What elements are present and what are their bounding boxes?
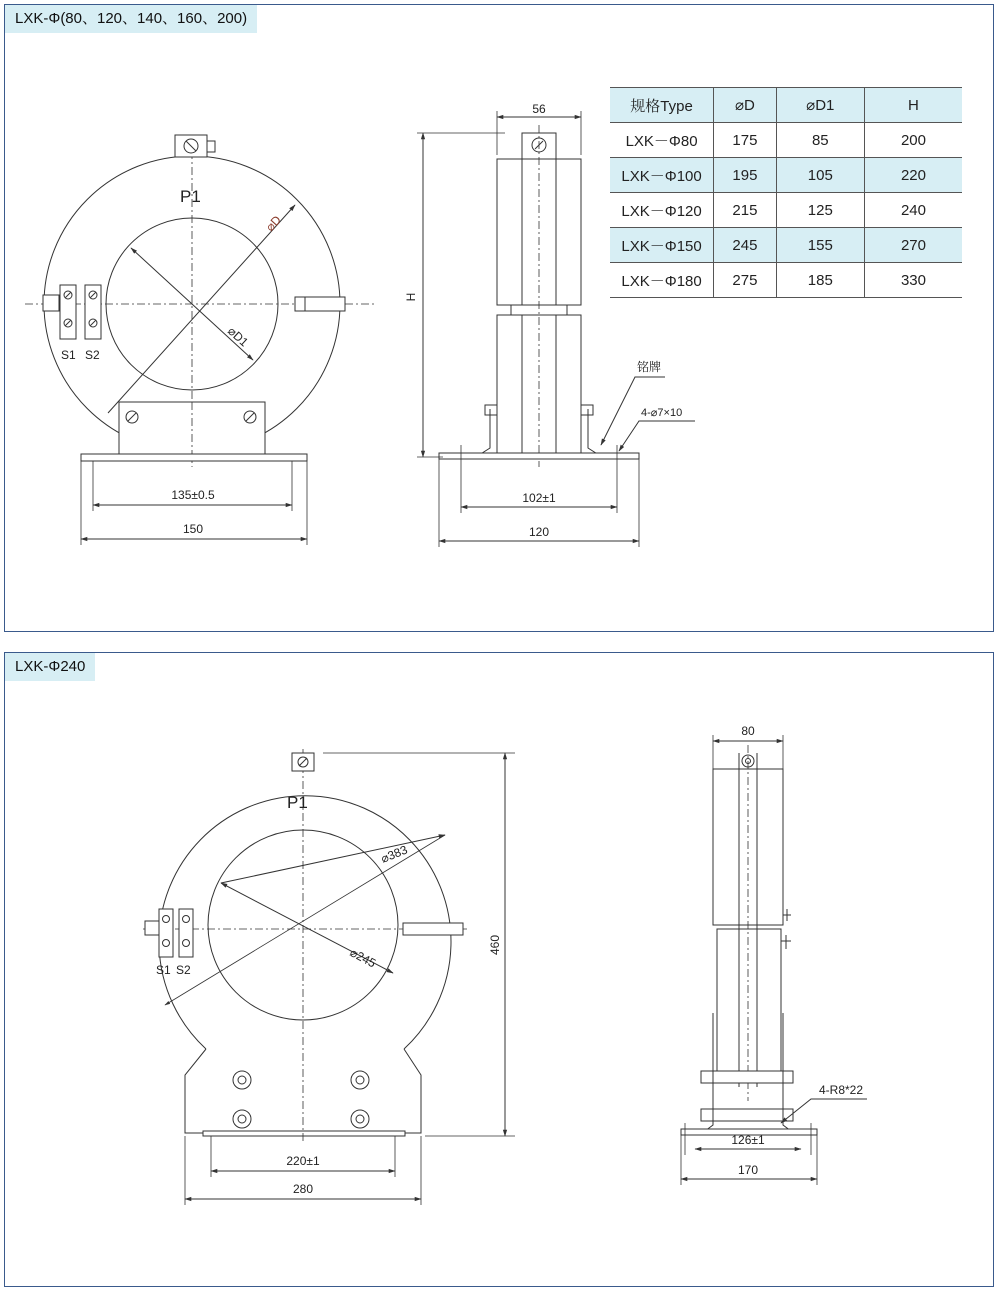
table-header: 规格Type — [610, 88, 714, 123]
spec-table — [610, 87, 962, 298]
label-od: ⌀D — [262, 212, 284, 235]
label-s2: S2 — [176, 963, 191, 977]
table-header-row — [610, 88, 962, 123]
table-cell: 195 — [714, 158, 777, 193]
table-cell: LXK－Φ150 — [610, 228, 714, 263]
label-s1: S1 — [61, 348, 76, 362]
dim-56: 56 — [532, 102, 546, 116]
dim-102: 102±1 — [522, 491, 556, 505]
side-view — [681, 735, 867, 1185]
table-cell: 240 — [864, 193, 962, 228]
front-view — [25, 135, 377, 545]
table-header: ⌀D1 — [776, 88, 864, 123]
label-s2: S2 — [85, 348, 100, 362]
table-row — [610, 263, 962, 298]
table-cell: LXK－Φ120 — [610, 193, 714, 228]
side-base-plate — [439, 453, 639, 459]
dim-460: 460 — [488, 934, 502, 956]
od-leader — [108, 205, 295, 413]
table-cell: 330 — [864, 263, 962, 298]
table-cell: LXK－Φ100 — [610, 158, 714, 193]
label-id: ⌀D1 — [224, 323, 252, 350]
table-cell: LXK－Φ180 — [610, 263, 714, 298]
label-p1: P1 — [287, 793, 308, 812]
table-cell: 275 — [714, 263, 777, 298]
od-leader — [221, 835, 445, 883]
nameplate-label: 铭牌 — [637, 360, 662, 374]
top-clamp — [292, 753, 314, 771]
dim-h: H — [404, 292, 418, 302]
dim-126: 126±1 — [731, 1133, 765, 1147]
slots-leader — [781, 1099, 867, 1123]
dim-280: 280 — [292, 1182, 314, 1196]
table-cell: 105 — [776, 158, 864, 193]
side-slot — [403, 923, 463, 935]
table-row — [610, 228, 962, 263]
table-header: ⌀D — [714, 88, 777, 123]
dim-220: 220±1 — [286, 1154, 320, 1168]
table-cell: 125 — [776, 193, 864, 228]
dim-150: 150 — [182, 522, 204, 536]
top-clamp — [175, 135, 215, 157]
panel-lxk-240 — [4, 652, 994, 1287]
table-header: H — [864, 88, 962, 123]
table-cell: 85 — [776, 123, 864, 158]
dim-120: 120 — [528, 525, 550, 539]
table-cell: 245 — [714, 228, 777, 263]
secondary-terminals — [43, 285, 101, 339]
dim-135: 135±0.5 — [171, 488, 215, 502]
holes-label: 4-⌀7×10 — [641, 407, 683, 419]
table-cell: 175 — [714, 123, 777, 158]
label-od: ⌀383 — [378, 842, 410, 866]
slots-label: 4-R8*22 — [819, 1083, 864, 1097]
table-cell: 200 — [864, 123, 962, 158]
table-cell: 215 — [714, 193, 777, 228]
front-view — [143, 749, 515, 1205]
table-cell: LXK－Φ80 — [610, 123, 714, 158]
drawing-lxk-240 — [5, 653, 993, 1284]
table-row — [610, 158, 962, 193]
lower-body — [717, 929, 781, 1079]
panel-title: LXK-Φ(80、120、140、160、200) — [5, 5, 257, 33]
side-slot — [295, 297, 345, 311]
table-cell: 185 — [776, 263, 864, 298]
clamp-bar — [701, 1071, 793, 1083]
dim-170: 170 — [737, 1163, 759, 1177]
table-row — [610, 123, 962, 158]
label-id: ⌀245 — [347, 945, 379, 971]
table-row — [610, 193, 962, 228]
panel-lxk-small — [4, 4, 994, 632]
table-cell: 220 — [864, 158, 962, 193]
table-cell: 155 — [776, 228, 864, 263]
holes-leader — [619, 421, 695, 451]
label-s1: S1 — [156, 963, 171, 977]
clamp-bar-lower — [701, 1109, 793, 1121]
dim-80: 80 — [741, 724, 755, 738]
label-p1: P1 — [180, 187, 201, 206]
secondary-terminals — [145, 909, 193, 957]
panel-title: LXK-Φ240 — [5, 653, 95, 681]
base-plate — [81, 454, 307, 461]
outer-ring — [159, 796, 451, 1049]
table-cell: 270 — [864, 228, 962, 263]
